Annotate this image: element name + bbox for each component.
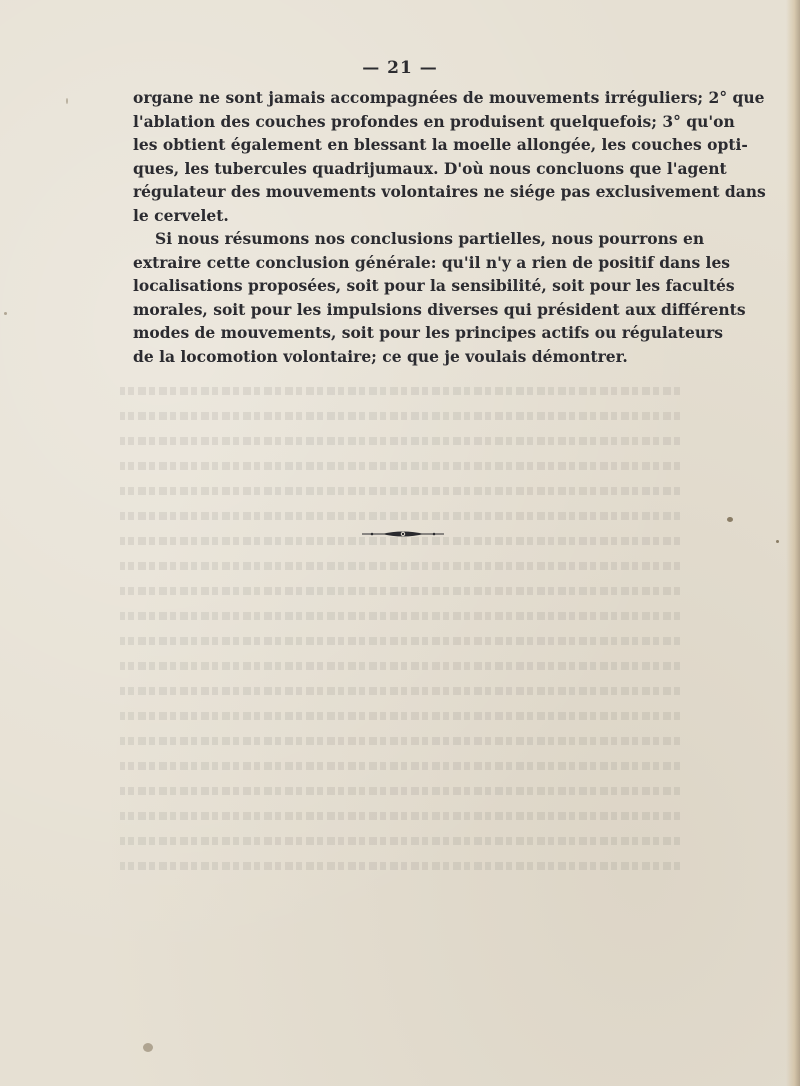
paragraph-1: [133, 86, 766, 227]
end-of-text-flourish-icon: [360, 528, 446, 540]
text-line: régulateur des mouvements volontaires ne siége pas exclusivement dans: [133, 182, 766, 201]
text-line: ques, les tubercules quadrijumaux. D'où nous concluons que l'agent: [133, 158, 727, 178]
paragraph-2: [133, 227, 746, 368]
body-text: [133, 86, 766, 368]
text-line: de la locomotion volontaire; ce que je voulais démontrer.: [133, 346, 628, 366]
text-line: morales, soit pour les impulsions diverses qui président aux différents: [133, 299, 746, 319]
page-number: — 21 —: [362, 58, 438, 78]
text-line: Si nous résumons nos conclusions partielles, nous pourrons en: [155, 229, 705, 248]
text-line: le cervelet.: [133, 205, 229, 225]
bleed-through-text: [120, 380, 680, 900]
text-line: organe ne sont jamais accompagnées de mouvements irréguliers; 2° que: [133, 88, 765, 107]
page-edge-shadow: [786, 0, 800, 1086]
text-line: localisations proposées, soit pour la sensibilité, soit pour les facultés: [133, 276, 735, 295]
text-line: extraire cette conclusion générale: qu'il n'y a rien de positif dans les: [133, 252, 731, 272]
text-line: modes de mouvements, soit pour les principes actifs ou régulateurs: [133, 323, 724, 342]
text-line: l'ablation des couches profondes en produisent quelquefois; 3° qu'on: [133, 111, 735, 131]
text-line: les obtient également en blessant la moelle allongée, les couches opti-: [133, 135, 748, 154]
